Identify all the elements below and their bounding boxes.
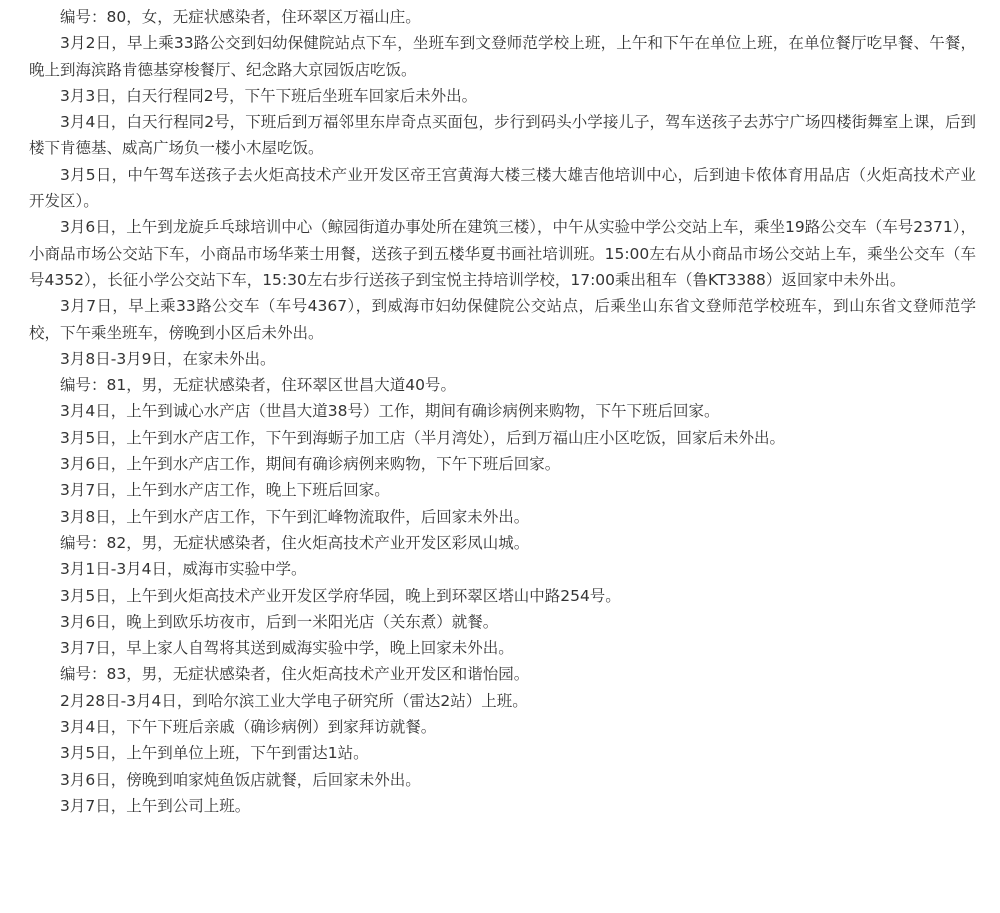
itinerary-paragraph: 3月8日，上午到水产店工作，下午到汇峰物流取件，后回家未外出。 — [60, 507, 530, 526]
itinerary-paragraph: 3月6日，上午到水产店工作，期间有确诊病例来购物，下午下班后回家。 — [60, 455, 561, 474]
itinerary-paragraph: 3月7日，早上乘33路公交车（车号4367），到威海市妇幼保健院公交站点，后乘坐山东省文登师范学校班车，到山东省文登师范学校，下午乘坐班车，傍晚到小区后未外出。 — [29, 297, 976, 342]
itinerary-paragraph: 3月5日，上午到水产店工作，下午到海蛎子加工店（半月湾处），后到万福山庄小区吃饭，回家后未外出。 — [60, 428, 785, 447]
itinerary-paragraph: 3月3日，白天行程同2号，下午下班后坐班车回家后未外出。 — [60, 86, 478, 105]
case-82-heading: 编号：82，男，无症状感染者，住火炬高技术产业开发区彩凤山城。 — [60, 533, 530, 552]
itinerary-paragraph: 2月28日-3月4日，到哈尔滨工业大学电子研究所（雷达2站）上班。 — [60, 691, 528, 710]
itinerary-paragraph: 3月4日，下午下班后亲戚（确诊病例）到家拜访就餐。 — [60, 718, 437, 737]
itinerary-paragraph: 3月4日，上午到诚心水产店（世昌大道38号）工作，期间有确诊病例来购物，下午下班后回家。 — [60, 402, 720, 421]
itinerary-paragraph: 3月8日-3月9日，在家未外出。 — [60, 349, 276, 368]
itinerary-paragraph: 3月7日，上午到公司上班。 — [60, 796, 251, 815]
itinerary-paragraph: 3月5日，中午驾车送孩子去火炬高技术产业开发区帝王宫黄海大楼三楼大雄吉他培训中心，后到迪卡侬体育用品店（火炬高技术产业开发区）。 — [29, 165, 976, 211]
case-83-heading: 编号：83，男，无症状感染者，住火炬高技术产业开发区和谐怡园。 — [60, 665, 530, 684]
case-80-heading: 编号：80，女，无症状感染者，住环翠区万福山庄。 — [60, 8, 421, 26]
itinerary-paragraph: 3月7日，上午到水产店工作，晚上下班后回家。 — [60, 481, 390, 500]
itinerary-paragraph: 3月5日，上午到火炬高技术产业开发区学府华园，晚上到环翠区塔山中路254号。 — [60, 586, 621, 605]
itinerary-paragraph: 3月5日，上午到单位上班，下午到雷达1站。 — [60, 744, 369, 763]
case-81-heading: 编号：81，男，无症状感染者，住环翠区世昌大道40号。 — [60, 376, 456, 395]
itinerary-paragraph: 3月6日，傍晚到咱家炖鱼饭店就餐，后回家未外出。 — [60, 770, 421, 789]
itinerary-paragraph: 3月4日，白天行程同2号，下班后到万福邻里东岸奇点买面包，步行到码头小学接儿子，驾车送孩子去苏宁广场四楼街舞室上课，后到楼下肯德基、威高广场负一楼小木屋吃饭。 — [29, 113, 976, 158]
itinerary-paragraph: 3月7日，早上家人自驾将其送到威海实验中学，晚上回家未外出。 — [60, 639, 514, 658]
itinerary-paragraph: 3月6日，上午到龙旋乒乓球培训中心（鲸园街道办事处所在建筑三楼），中午从实验中学公交站上车，乘坐19路公交车（车号2371），小商品市场公交站下车，小商品市场华莱士用餐，送孩子到五楼华夏书画社培训班。15:00左右从小商品市场公交站上车，乘坐公交车（车号4352），长征小学公交站下车，15:30左右步行送孩子到宝悦主持培训学校，17:00乘出租车（鲁KT3388）返回家中未外出。 — [29, 218, 976, 289]
itinerary-paragraph: 3月6日，晚上到欧乐坊夜市，后到一米阳光店（关东煮）就餐。 — [60, 612, 499, 631]
itinerary-paragraph: 3月1日-3月4日，威海市实验中学。 — [60, 560, 307, 579]
itinerary-paragraph: 3月2日，早上乘33路公交到妇幼保健院站点下车，坐班车到文登师范学校上班，上午和下午在单位上班，在单位餐厅吃早餐、午餐，晚上到海滨路肯德基穿梭餐厅、纪念路大京园饭店吃饭。 — [29, 34, 976, 79]
